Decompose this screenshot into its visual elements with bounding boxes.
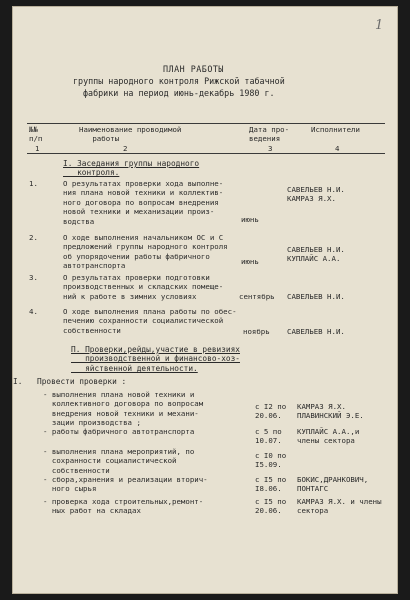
header-bottom-rule (27, 153, 385, 154)
s1-item4-date: ноябрь (243, 327, 270, 336)
header-col1-num: 1 (35, 144, 40, 153)
s2-sub2-date: с 5 по 10.07. (255, 427, 282, 446)
s1-item3-exec: САВЕЛЬЕВ Н.И. (287, 292, 345, 301)
s2-sub5-exec: КАМРАЗ Я.Х. и члены сектора (297, 497, 382, 516)
s1-item1-num: 1. (29, 179, 38, 188)
section2-title: П. Проверки,рейды,участие в ревизиях производственной и финансово-хоз- яйственной деятельности. (71, 345, 240, 373)
header-col2-num: 2 (123, 144, 128, 153)
s2-sub5-text: - проверка хода строительных,ремонт- ных работ на складах (43, 497, 204, 516)
s1-item4-exec: САВЕЛЬЕВ Н.И. (287, 327, 345, 336)
s2-sub1-date: с I2 по 20.06. (255, 402, 287, 421)
header-col2: Наименование проводимой работы (79, 125, 182, 144)
s2-sub4-exec: БОКИС,ДРАНКОВИЧ, ПОНТАГС (297, 475, 369, 494)
s2-sub5-date: с I5 по 20.06. (255, 497, 287, 516)
header-col3: Дата про- ведения (249, 125, 290, 144)
s1-item3-date: сентябрь (239, 292, 275, 301)
s1-item4-num: 4. (29, 307, 38, 316)
s2-sub3-text: - выполнения плана мероприятий, по сохранности социалистической собственности (43, 447, 195, 475)
header-col4-num: 4 (335, 144, 340, 153)
s1-item1-text: О результатах проверки хода выполне- ния плана новой техники и коллектив- ного договора по вопросам внедрения новой техники и механизации произ- водства (63, 179, 224, 226)
header-col3-num: 3 (268, 144, 273, 153)
s2-item1-text: Провести проверки : (37, 377, 127, 386)
header-top-rule (27, 123, 385, 124)
s1-item1-date: июнь (241, 215, 259, 224)
s2-item1-num: I. (13, 377, 23, 386)
s1-item2-text: О ходе выполнения начальником ОС и С предложений группы народного контроля об упорядочении работы фабричного автотранспорта (63, 233, 228, 271)
s1-item2-date: июнь (241, 257, 259, 266)
s1-item1-exec: САВЕЛЬЕВ Н.И. КАМРАЗ Я.Х. (287, 185, 345, 204)
s2-sub2-text: - работы фабричного автотранспорта (43, 427, 195, 436)
document-subtitle-line2: фабрики на период июнь-декабрь 1980 г. (83, 88, 275, 98)
s2-sub4-text: - сбора,хранения и реализации вторич- ного сырья (43, 475, 208, 494)
s1-item2-exec: САВЕЛЬЕВ Н.И. КУПЛАЙС А.А. (287, 245, 345, 264)
page-number: 1 (375, 18, 384, 33)
document-page (12, 6, 398, 594)
s1-item3-text: О результатах проверки подготовки производственных и складских помеще- ний к работе в зимних условиях (63, 273, 224, 301)
document-title: ПЛАН РАБОТЫ (163, 64, 224, 74)
s2-sub1-exec: КАМРАЗ Я.Х. ПЛАВИНСКИЙ Э.Е. (297, 402, 364, 421)
s1-item2-num: 2. (29, 233, 38, 242)
s2-sub2-exec: КУПЛАЙС А.А.,и члены сектора (297, 427, 360, 446)
s1-item3-num: 3. (29, 273, 38, 282)
header-col1: №№ п/п (29, 125, 43, 144)
s2-sub3-date: с I0 по I5.09. (255, 451, 287, 470)
section1-title: I. Заседания группы народного контроля. (63, 159, 200, 178)
s1-item4-text: О ходе выполнения плана работы по обес- печению сохранности социалистической собственности (63, 307, 237, 335)
s2-sub4-date: с I5 по I8.06. (255, 475, 287, 494)
document-subtitle-line1: группы народного контроля Рижской табачной (73, 76, 285, 86)
header-col4: Исполнители (311, 125, 360, 134)
s2-sub1-text: - выполнения плана новой техники и коллективного договора по вопросам внедрения новой техники и механи- зации производства ; (43, 390, 204, 428)
